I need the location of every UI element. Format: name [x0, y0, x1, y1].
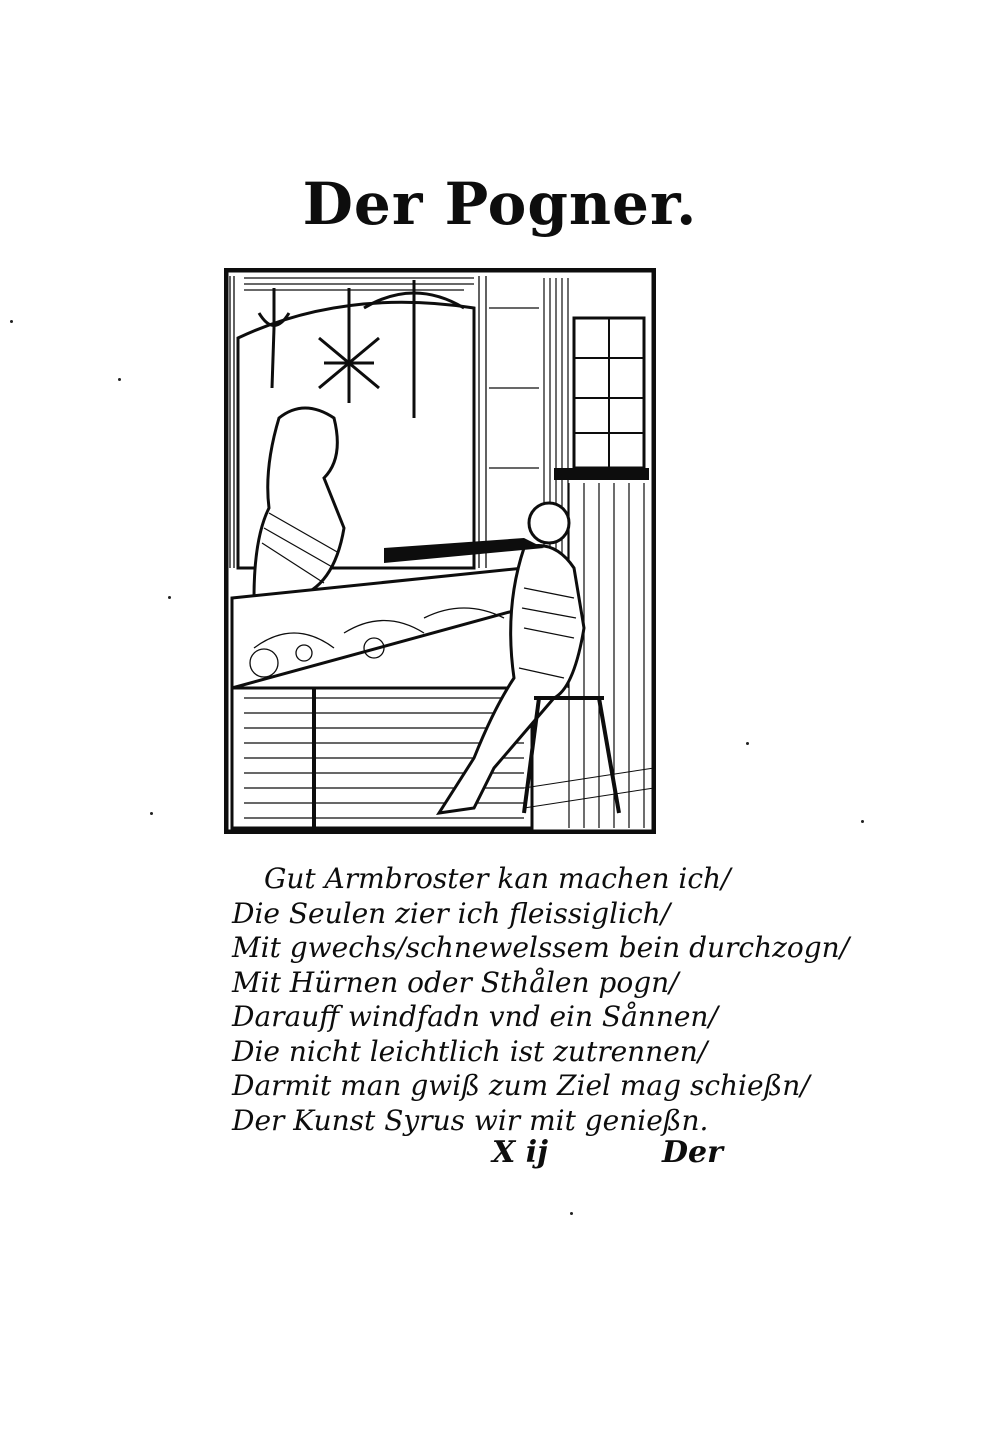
- signature-mark: X ij: [492, 1135, 548, 1170]
- print-speck: [570, 1212, 573, 1215]
- page-title: Der Pogner.: [302, 170, 698, 238]
- print-speck: [118, 378, 121, 381]
- verse-line: Die Seulen zier ich fleissiglich/: [232, 896, 671, 930]
- woodcut-illustration: [224, 268, 656, 834]
- verse-line: Gut Armbroster kan machen ich/: [264, 862, 731, 895]
- verse-line: Der Kunst Syrus wir mit genießn.: [232, 1103, 709, 1137]
- verse-line: Darauff windfadn vnd ein Sånnen/: [232, 1000, 718, 1033]
- verse-line: Darmit man gwiß zum Ziel mag schießn/: [232, 1069, 810, 1102]
- verse-line: Mit Hürnen oder Sthålen pogn/: [232, 965, 679, 999]
- verse-line: Mit gwechs/schnewelssem bein durchzogn/: [232, 931, 850, 964]
- verse-line: Die nicht leichtlich ist zutrennen/: [232, 1034, 708, 1068]
- print-speck: [746, 742, 749, 745]
- print-speck: [168, 596, 171, 599]
- print-speck: [10, 320, 13, 323]
- catchword: Der: [662, 1135, 723, 1170]
- verse-block: [232, 862, 850, 1138]
- print-speck: [861, 820, 864, 823]
- print-speck: [150, 812, 153, 815]
